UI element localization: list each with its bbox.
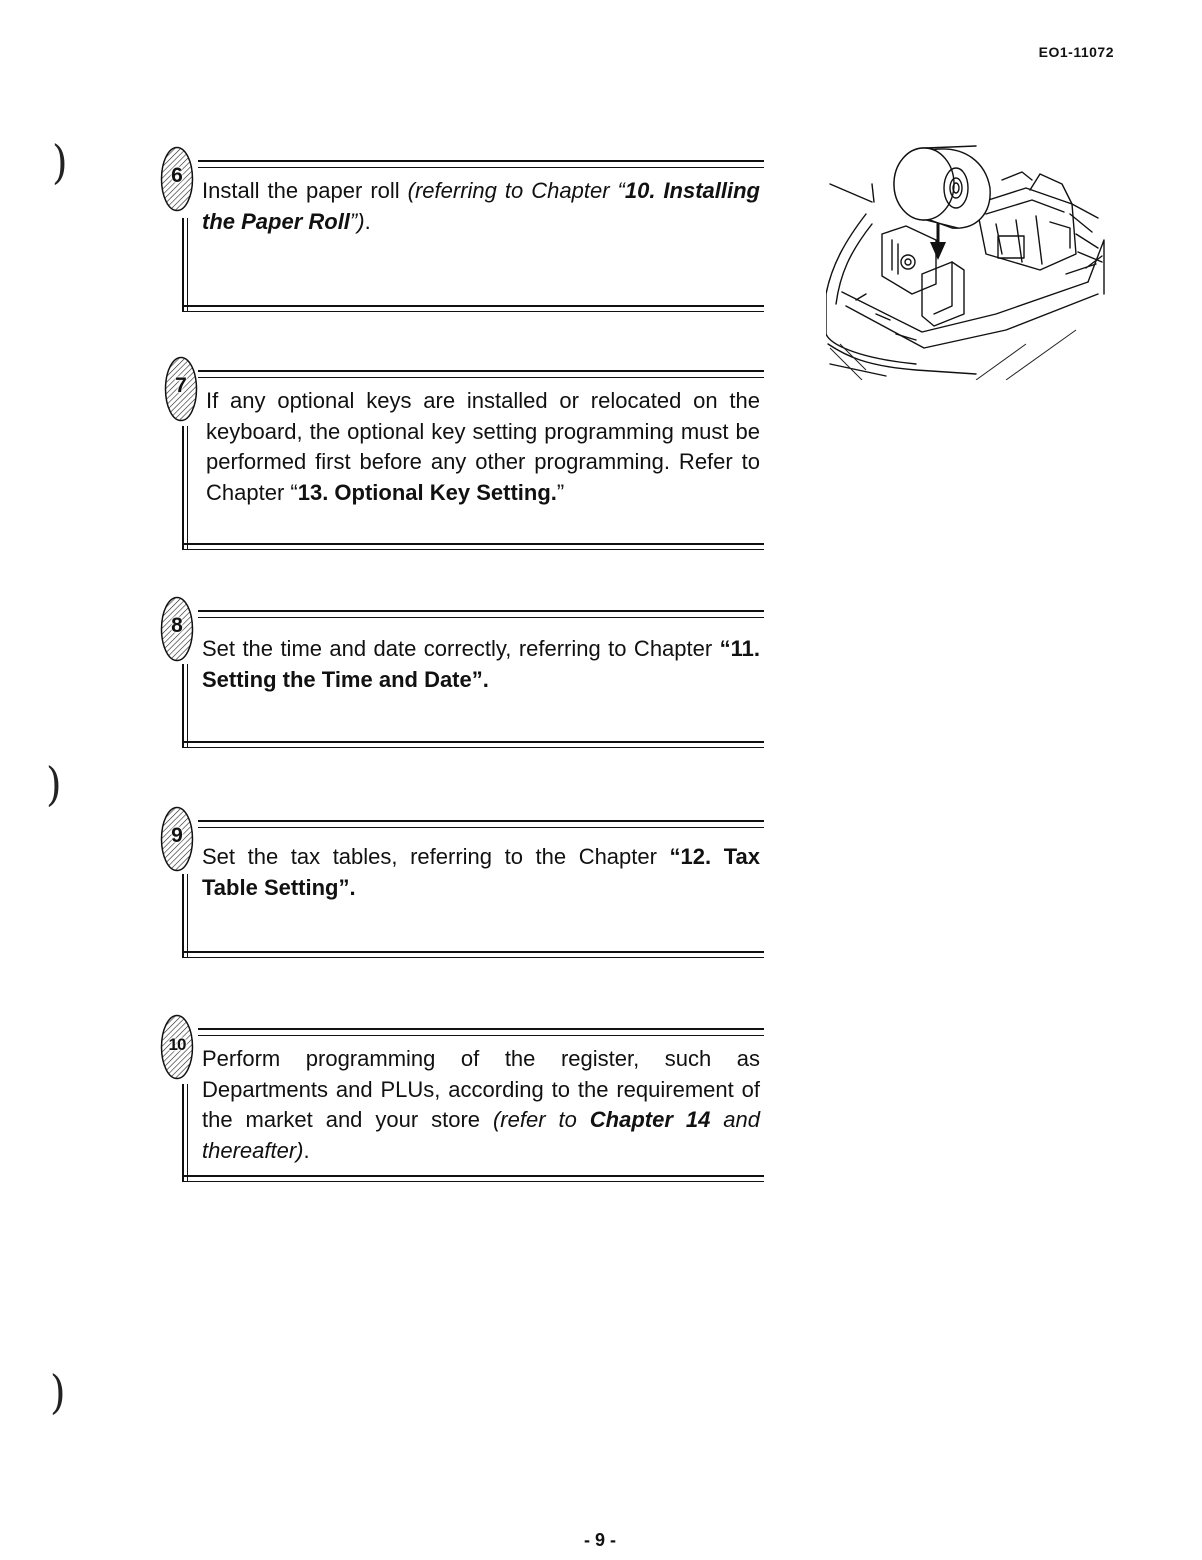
step-number: 10 bbox=[168, 1035, 186, 1054]
step-left-rule bbox=[182, 426, 188, 550]
step-bottom-rule bbox=[182, 951, 764, 958]
step-number-badge bbox=[164, 356, 198, 422]
step-top-rule bbox=[198, 370, 764, 378]
step-bottom-rule bbox=[182, 741, 764, 748]
step-text: Perform programming of the register, such as Departments and PLUs, according to the requirement of the market and your store (refer to Chapter 14 and thereafter). bbox=[202, 1046, 760, 1163]
step-bottom-rule bbox=[182, 543, 764, 550]
step-number-badge bbox=[160, 146, 194, 212]
step-top-rule bbox=[198, 610, 764, 618]
step-10 bbox=[160, 1028, 764, 1182]
binder-hole-mark: ) bbox=[46, 758, 62, 812]
step-left-rule bbox=[182, 218, 188, 312]
step-left-rule bbox=[182, 874, 188, 958]
step-number-badge bbox=[160, 1014, 194, 1080]
step-number-badge bbox=[160, 596, 194, 662]
paper-roll-illustration bbox=[826, 144, 1106, 380]
document-code: EO1-11072 bbox=[1038, 44, 1114, 60]
step-9 bbox=[160, 820, 764, 958]
step-left-rule bbox=[182, 664, 188, 748]
step-bottom-rule bbox=[182, 305, 764, 312]
step-text: Set the time and date correctly, referring to Chapter “11. Setting the Time and Date”. bbox=[202, 636, 760, 692]
step-number: 7 bbox=[175, 374, 187, 397]
step-left-rule bbox=[182, 1084, 188, 1182]
step-top-rule bbox=[198, 160, 764, 168]
step-8 bbox=[160, 610, 764, 748]
paper-roll-drawing bbox=[826, 144, 1106, 380]
step-text: Set the tax tables, referring to the Chapter “12. Tax Table Setting”. bbox=[202, 844, 760, 900]
page-number: - 9 - bbox=[583, 1530, 616, 1550]
step-top-rule bbox=[198, 820, 764, 828]
step-6 bbox=[160, 160, 764, 312]
step-bottom-rule bbox=[182, 1175, 764, 1182]
step-number: 6 bbox=[171, 164, 183, 187]
step-number: 9 bbox=[171, 824, 183, 847]
binder-hole-mark: ) bbox=[50, 1366, 66, 1420]
step-7 bbox=[160, 370, 764, 550]
step-top-rule bbox=[198, 1028, 764, 1036]
step-number: 8 bbox=[171, 614, 183, 637]
step-number-badge bbox=[160, 806, 194, 872]
binder-hole-mark: ) bbox=[52, 136, 68, 190]
step-text: Install the paper roll (referring to Chapter “10. Installing the Paper Roll”). bbox=[202, 178, 760, 234]
step-text: If any optional keys are installed or relocated on the keyboard, the optional key setting programming must be performed first before any other programming. Refer to Chapter “13. Optional Key Setting.” bbox=[206, 388, 760, 505]
